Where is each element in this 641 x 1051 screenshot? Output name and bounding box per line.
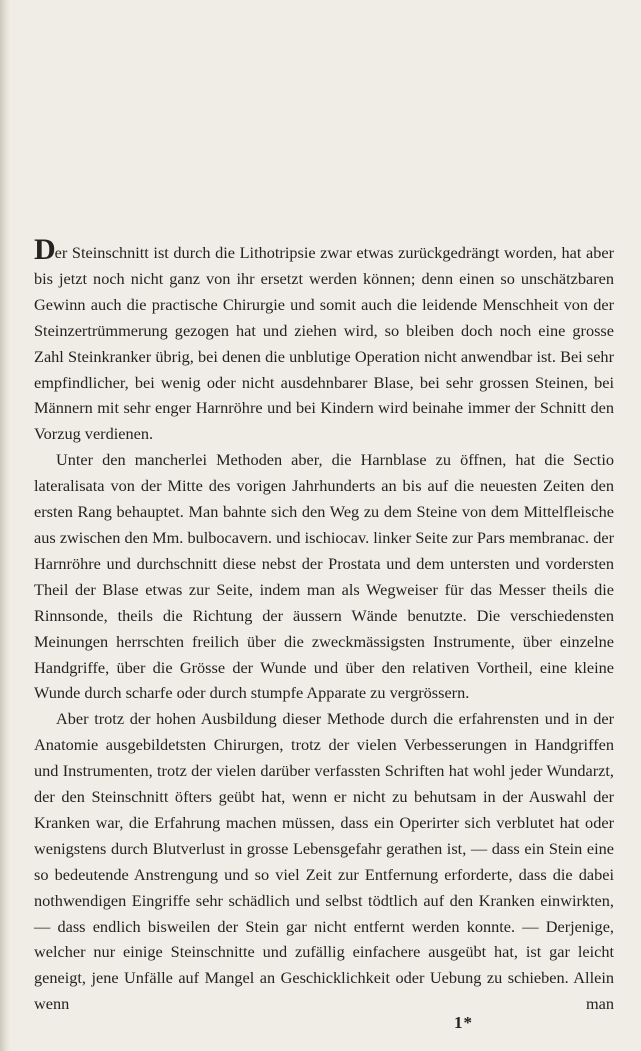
paragraph-1: [34, 233, 614, 447]
body-text: [34, 233, 614, 1017]
paragraph-3: Aber trotz der hohen Ausbildung dieser Methode durch die erfahrensten und in der Anatomie ausgebildetsten Chirurgen, trotz der vielen Verbesserungen in Handgriffen und Instrumenten, trotz der vielen darüber verfassten Schriften hat wohl jeder Wundarzt, der den Steinschnitt öfters geübt hat, wenn er nicht zu behutsam in der Auswahl der Kranken war, die Erfahrung machen müssen, dass ein Operirter sich verblutet hat oder wenigstens durch Blutverlust in grosse Lebensgefahr gerathen ist, — dass ein Stein eine so bedeutende Anstrengung und so viel Zeit zur Entfernung erforderte, dass die dabei nothwendigen Eingriffe sehr schädlich und selbst tödtlich auf den Kranken einwirkten, — dass endlich bisweilen der Stein gar nicht entfernt werden konnte. — Derjenige, welcher nur einige Steinschnitte und zufällig einfachere ausgeübt hat, ist gar leicht geneigt, jene Unfälle auf Mangel an Geschicklichkeit oder Uebung zu schieben. Allein wenn man: [34, 709, 614, 1014]
page-binding-edge: [0, 0, 10, 1051]
paragraph-2: Unter den mancherlei Methoden aber, die Harnblase zu öffnen, hat die Sectio lateralisata von der Mitte des vorigen Jahrhunderts an bis auf die neuesten Zeiten den ersten Rang behauptet. Man bahnte sich den Weg zu dem Steine von dem Mittelfleische aus zwischen den Mm. bulbocavern. und ischiocav. linker Seite zur Pars membranac. der Harnröhre und durchschnitt diese nebst der Prostata und dem untersten und vordersten Theil der Blase etwas zur Seite, indem man als Wegweiser für das Messer theils die Rinnsonde, theils die Richtung der äussern Wände benutzte. Die verschiedensten Meinungen herrschten freilich über die zweckmässigsten Instrumente, über einzelne Handgriffe, über die Grösse der Wunde und über den relativen Vortheil, eine kleine Wunde durch scharfe oder durch stumpfe Apparate zu vergrössern.: [34, 450, 614, 703]
paragraph-1-text: er Steinschnitt ist durch die Lithotripsie zwar etwas zurückgedrängt worden, hat aber bis jetzt noch nicht ganz von ihr ersetzt werden können; denn einen so unschätzbaren Gewinn auch die practische Chirurgie und somit auch die leidende Menschheit von der Steinzertrümmerung gezogen hat und ziehen wird, so bleiben doch noch eine grosse Zahl Steinkranker übrig, bei denen die unblutige Operation nicht anwendbar ist. Bei sehr empfindlicher, bei wenig oder nicht ausdehnbarer Blase, bei sehr grossen Steinen, bei Männern mit sehr enger Harnröhre und bei Kindern wird beinahe immer der Schnitt den Vorzug verdienen.: [34, 243, 614, 444]
signature-mark: 1*: [454, 1013, 473, 1032]
drop-cap: D: [34, 233, 55, 266]
